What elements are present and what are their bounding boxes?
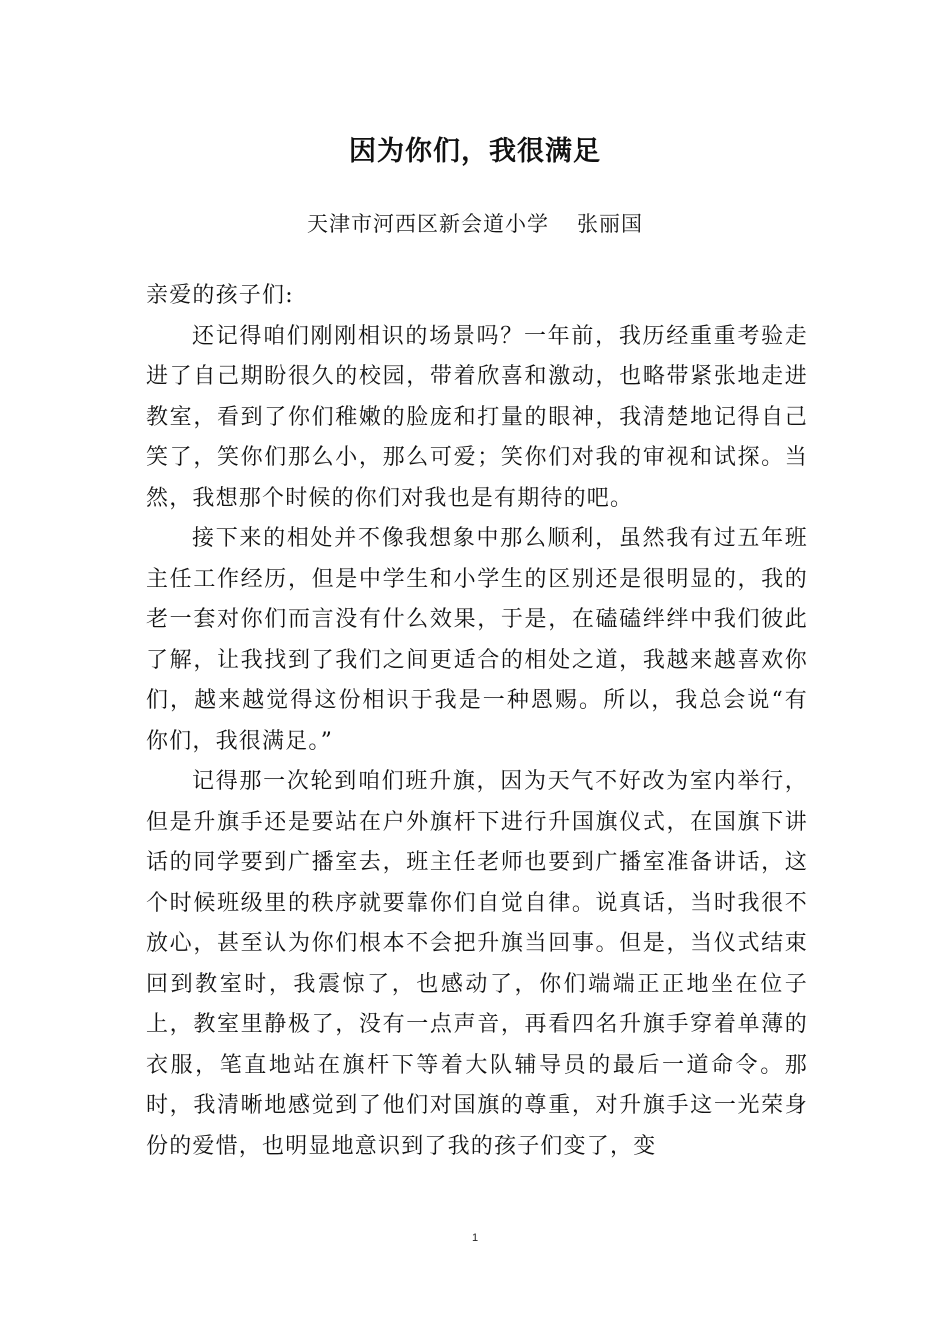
byline bbox=[0, 208, 950, 240]
document-title: 因为你们，我很满足 bbox=[349, 136, 601, 167]
paragraph-2: 接下来的相处并不像我想象中那么顺利，虽然我有过五年班主任工作经历，但是中学生和小学生的区别还是很明显的，我的老一套对你们而言没有什么效果，于是，在磕磕绊绊中我们彼此了解，让我找到了我们之间更适合的相处之道，我越来越喜欢你们，越来越觉得这份相识于我是一种恩赐。所以，我总会说“有你们，我很满足。” bbox=[146, 526, 808, 754]
page-number: 1 bbox=[471, 1232, 479, 1244]
letter-body bbox=[146, 276, 808, 1167]
paragraph-1: 还记得咱们刚刚相识的场景吗？一年前，我历经重重考验走进了自己期盼很久的校园，带着欣喜和激动，也略带紧张地走进教室，看到了你们稚嫩的脸庞和打量的眼神，我清楚地记得自己笑了，笑你们那么小，那么可爱；笑你们对我的审视和试探。当然，我想那个时候的你们对我也是有期待的吧。 bbox=[146, 323, 808, 511]
paragraph-3: 记得那一次轮到咱们班升旗，因为天气不好改为室内举行，但是升旗手还是要站在户外旗杆下进行升国旗仪式，在国旗下讲话的同学要到广播室去，班主任老师也要到广播室准备讲话，这个时候班级里的秩序就要靠你们自觉自律。说真话，当时我很不放心，甚至认为你们根本不会把升旗当回事。但是，当仪式结束回到教室时，我震惊了，也感动了，你们端端正正地坐在位子上，教室里静极了，没有一点声音，再看四名升旗手穿着单薄的衣服，笔直地站在旗杆下等着大队辅导员的最后一道命令。那时，我清晰地感觉到了他们对国旗的尊重，对升旗手这一光荣身份的爱惜，也明显地意识到了我的孩子们变了，变 bbox=[146, 769, 808, 1159]
byline-author: 张丽国 bbox=[577, 212, 643, 236]
byline-school: 天津市河西区新会道小学 bbox=[307, 212, 549, 236]
salutation: 亲爱的孩子们: bbox=[146, 283, 294, 308]
